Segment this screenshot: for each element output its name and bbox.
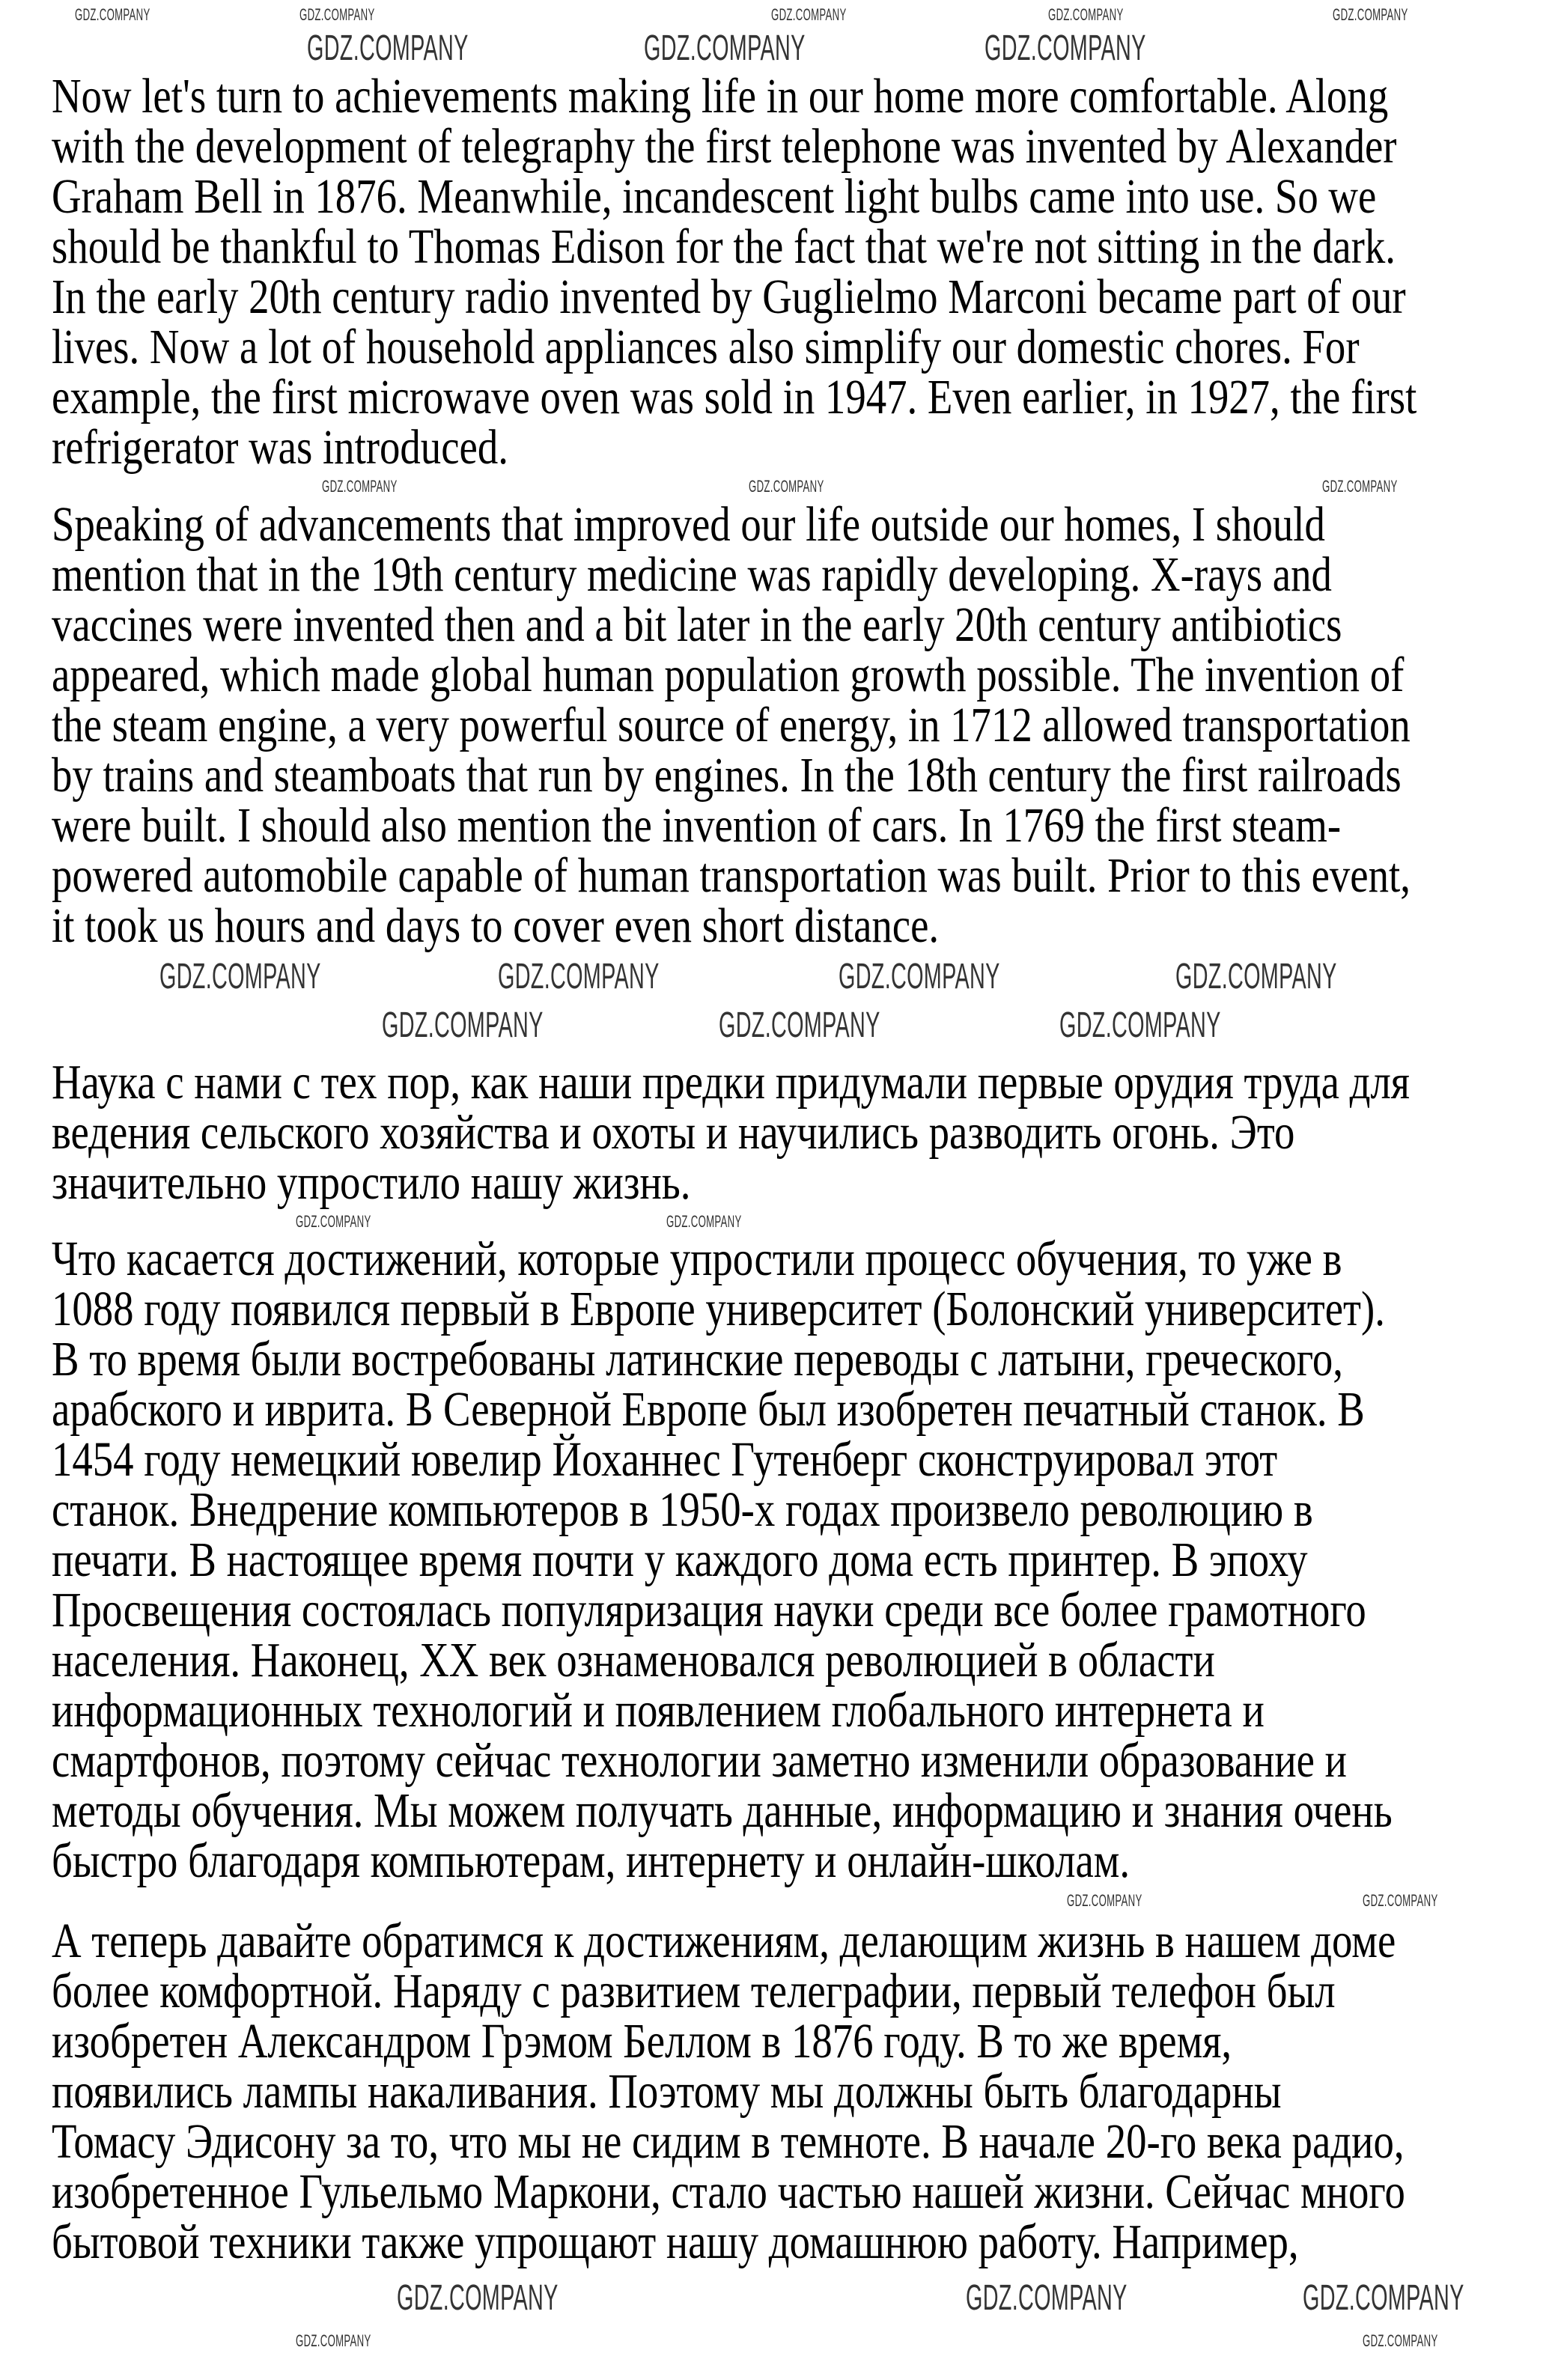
- text-line: Now let's turn to achievements making life in our home more comfortable. Along: [52, 69, 1389, 124]
- watermark: GDZ.COMPANY: [749, 477, 824, 496]
- text-line: А теперь давайте обратимся к достижениям, делающим жизнь в нашем доме: [52, 1914, 1396, 1968]
- text-line: In the early 20th century radio invented by Guglielmo Marconi became part of our: [52, 270, 1406, 324]
- text-line: powered automobile capable of human transportation was built. Prior to this event,: [52, 848, 1411, 903]
- watermark: GDZ.COMPANY: [1303, 2278, 1464, 2318]
- text-line: быстро благодаря компьютерам, интернету и онлайн-школам.: [52, 1833, 1131, 1888]
- watermark: GDZ.COMPANY: [666, 1212, 742, 1231]
- text-line: значительно упростило нашу жизнь.: [52, 1155, 691, 1210]
- watermark: GDZ.COMPANY: [296, 2331, 371, 2350]
- watermark: GDZ.COMPANY: [307, 28, 469, 68]
- text-line: изобретенное Гульельмо Маркони, стало частью нашей жизни. Сейчас много: [52, 2164, 1405, 2219]
- watermark: GDZ.COMPANY: [296, 1212, 371, 1231]
- watermark: GDZ.COMPANY: [322, 477, 398, 496]
- paragraph-household-ru: [52, 1916, 1555, 2267]
- watermark: GDZ.COMPANY: [498, 957, 660, 996]
- text-line: населения. Наконец, XX век ознаменовался революцией в области: [52, 1633, 1215, 1687]
- text-line: более комфортной. Наряду с развитием телеграфии, первый телефон был: [52, 1964, 1336, 2018]
- text-line: Что касается достижений, которые упростили процесс обучения, то уже в: [52, 1232, 1342, 1286]
- paragraph-education-ru: [52, 1234, 1555, 1886]
- watermark: GDZ.COMPANY: [644, 28, 806, 68]
- watermark: GDZ.COMPANY: [719, 1005, 880, 1045]
- watermark: GDZ.COMPANY: [1059, 1005, 1221, 1045]
- text-line: it took us hours and days to cover even short distance.: [52, 898, 940, 953]
- text-line: 1088 году появился первый в Европе университет (Болонский университет).: [52, 1282, 1385, 1336]
- text-line: were built. I should also mention the invention of cars. In 1769 the first steam-: [52, 798, 1342, 853]
- text-line: смартфонов, поэтому сейчас технологии заметно изменили образование и: [52, 1733, 1347, 1788]
- text-line: should be thankful to Thomas Edison for the fact that we're not sitting in the dark.: [52, 219, 1396, 274]
- text-line: vaccines were invented then and a bit later in the early 20th century antibiotics: [52, 597, 1342, 652]
- text-line: В то время были востребованы латинские переводы с латыни, греческого,: [52, 1332, 1343, 1387]
- paragraph-advancements-en: [52, 499, 1555, 951]
- watermark: GDZ.COMPANY: [1363, 2331, 1438, 2350]
- text-line: арабского и иврита. В Северной Европе был изобретен печатный станок. В: [52, 1382, 1365, 1437]
- text-line: бытовой техники также упрощают нашу домашнюю работу. Например,: [52, 2215, 1299, 2269]
- text-line: by trains and steamboats that run by engines. In the 18th century the first railroads: [52, 748, 1402, 803]
- text-line: печати. В настоящее время почти у каждого дома есть принтер. В эпоху: [52, 1533, 1308, 1587]
- watermark: GDZ.COMPANY: [966, 2278, 1128, 2318]
- watermark: GDZ.COMPANY: [75, 5, 150, 24]
- watermark: GDZ.COMPANY: [1048, 5, 1124, 24]
- text-line: методы обучения. Мы можем получать данные, информацию и знания очень: [52, 1783, 1393, 1838]
- watermark: GDZ.COMPANY: [839, 957, 1000, 996]
- watermark: GDZ.COMPANY: [771, 5, 847, 24]
- watermark: GDZ.COMPANY: [397, 2278, 559, 2318]
- watermark: GDZ.COMPANY: [382, 1005, 544, 1045]
- text-line: the steam engine, a very powerful source of energy, in 1712 allowed transportation: [52, 698, 1411, 752]
- text-line: Speaking of advancements that improved our life outside our homes, I should: [52, 497, 1325, 552]
- text-line: example, the first microwave oven was sold in 1947. Even earlier, in 1927, the first: [52, 370, 1417, 424]
- text-line: 1454 году немецкий ювелир Йоханнес Гутенберг сконструировал этот: [52, 1432, 1278, 1487]
- watermark: GDZ.COMPANY: [159, 957, 321, 996]
- text-line: mention that in the 19th century medicine was rapidly developing. X-rays and: [52, 547, 1332, 602]
- text-line: появились лампы накаливания. Поэтому мы должны быть благодарны: [52, 2064, 1282, 2119]
- text-line: Graham Bell in 1876. Meanwhile, incandescent light bulbs came into use. So we: [52, 169, 1377, 224]
- text-line: appeared, which made global human population growth possible. The invention of: [52, 648, 1405, 702]
- text-line: информационных технологий и появлением глобального интернета и: [52, 1683, 1265, 1738]
- text-line: lives. Now a lot of household appliances also simplify our domestic chores. For: [52, 320, 1360, 374]
- text-line: with the development of telegraphy the first telephone was invented by Alexander: [52, 119, 1397, 174]
- watermark: GDZ.COMPANY: [985, 28, 1146, 68]
- text-line: изобретен Александром Грэмом Беллом в 1876 году. В то же время,: [52, 2014, 1232, 2069]
- text-line: ведения сельского хозяйства и охоты и научились разводить огонь. Это: [52, 1105, 1295, 1160]
- paragraph-household-en: [52, 69, 1555, 475]
- text-line: Наука с нами с тех пор, как наши предки придумали первые орудия труда для: [52, 1055, 1411, 1110]
- text-line: Просвещения состоялась популяризация науки среди все более грамотного: [52, 1583, 1366, 1637]
- watermark: GDZ.COMPANY: [1363, 1891, 1438, 1910]
- paragraph-science-ru: [52, 1057, 1555, 1208]
- watermark: GDZ.COMPANY: [1333, 5, 1408, 24]
- text-line: станок. Внедрение компьютеров в 1950-х годах произвело революцию в: [52, 1482, 1313, 1537]
- watermark: GDZ.COMPANY: [1322, 477, 1398, 496]
- text-line: refrigerator was introduced.: [52, 420, 508, 475]
- watermark: GDZ.COMPANY: [1067, 1891, 1142, 1910]
- watermark: GDZ.COMPANY: [1175, 957, 1337, 996]
- text-line: Томасу Эдисону за то, что мы не сидим в темноте. В начале 20-го века радио,: [52, 2114, 1405, 2169]
- watermark: GDZ.COMPANY: [299, 5, 375, 24]
